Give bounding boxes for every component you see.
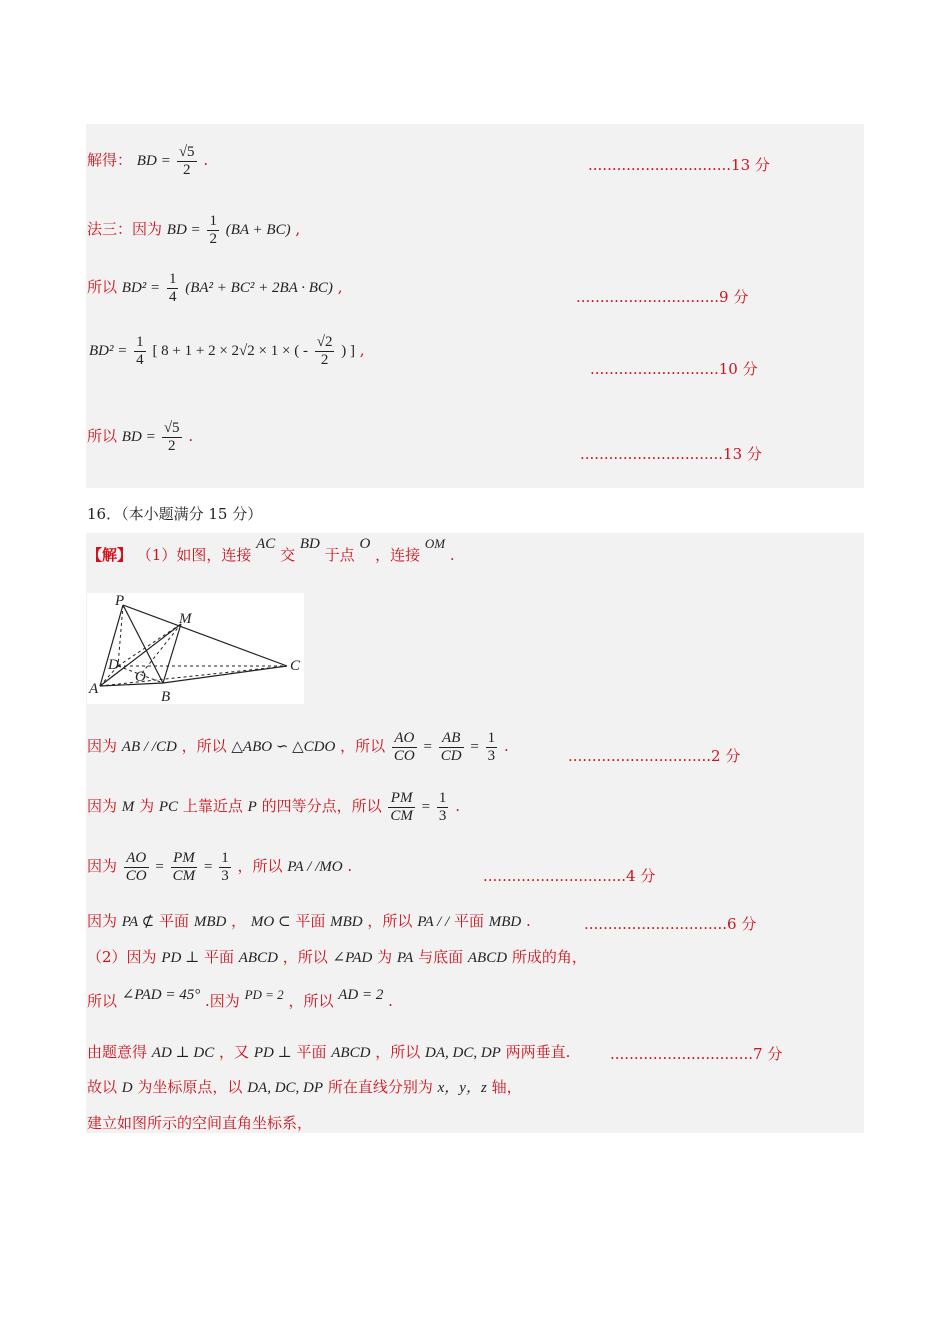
numerator: AO bbox=[392, 730, 417, 748]
math: BD = bbox=[166, 222, 201, 238]
line-bd-squared bbox=[87, 271, 343, 305]
text: 所以 bbox=[87, 992, 118, 1010]
math: = bbox=[161, 153, 171, 169]
text: ，所以 bbox=[340, 737, 386, 755]
math: BD² = bbox=[89, 343, 128, 359]
label: 所以 bbox=[87, 427, 118, 445]
score-9: ..............................9 分 bbox=[576, 288, 749, 306]
line-coordinate-origin bbox=[87, 1076, 522, 1097]
math: ∠PAD bbox=[332, 950, 373, 966]
denominator: CD bbox=[440, 747, 462, 764]
denominator: 4 bbox=[136, 351, 144, 368]
fraction bbox=[124, 850, 149, 884]
math: AC bbox=[256, 536, 276, 552]
numerator: 1 bbox=[438, 790, 447, 806]
edge-bm bbox=[163, 624, 181, 683]
score-7: ..............................7 分 bbox=[610, 1045, 783, 1063]
denominator: 2 bbox=[209, 230, 217, 247]
numerator: √2 bbox=[316, 334, 333, 350]
math: x，y，z bbox=[437, 1080, 487, 1096]
label-p: P bbox=[115, 593, 125, 609]
text: ，所以 bbox=[181, 737, 227, 755]
text: 平面 bbox=[453, 912, 484, 930]
text: （2）因为 bbox=[87, 948, 157, 966]
math: ) ] bbox=[341, 343, 355, 359]
math: (BA + BC) bbox=[225, 222, 291, 238]
math: AB / /CD bbox=[121, 739, 177, 755]
text: 为 bbox=[139, 797, 155, 815]
numerator: √5 bbox=[163, 420, 180, 436]
math: O bbox=[359, 536, 371, 552]
fraction bbox=[219, 850, 231, 884]
numerator: PM bbox=[171, 850, 198, 868]
denominator: CM bbox=[390, 807, 413, 824]
line-q16-part1-intro bbox=[87, 536, 455, 565]
numerator: 1 bbox=[487, 730, 496, 746]
label-o: O bbox=[135, 669, 146, 685]
text: 平面 bbox=[159, 912, 190, 930]
numerator: PM bbox=[388, 790, 415, 808]
label-m: M bbox=[179, 611, 192, 627]
text: ，所以 bbox=[237, 857, 283, 875]
edge-ab bbox=[100, 683, 163, 686]
math: MBD bbox=[488, 914, 522, 930]
line-method-three bbox=[87, 213, 300, 247]
text: ，又 bbox=[219, 1043, 250, 1061]
label-d: D bbox=[108, 657, 119, 673]
denominator: 3 bbox=[221, 867, 229, 884]
edge-ac bbox=[100, 666, 287, 686]
text: ，连接 bbox=[375, 546, 421, 564]
line-mutually-perpendicular bbox=[87, 1041, 570, 1062]
fraction bbox=[177, 144, 197, 178]
math: = bbox=[423, 739, 433, 755]
punct: . bbox=[455, 797, 460, 815]
fraction bbox=[162, 420, 182, 454]
text: 轴， bbox=[491, 1078, 522, 1096]
punct: . bbox=[526, 912, 531, 930]
score-2: ..............................2 分 bbox=[568, 747, 741, 765]
math: AD ⊥ DC bbox=[151, 1045, 215, 1061]
punct: . bbox=[388, 992, 393, 1010]
math: OM bbox=[424, 536, 446, 551]
fraction bbox=[439, 730, 464, 764]
math: BD² = bbox=[121, 280, 161, 296]
math: M bbox=[121, 799, 135, 815]
math: ∠PAD = 45° bbox=[121, 987, 201, 1003]
label: 解得： bbox=[87, 151, 133, 169]
math: MBD bbox=[330, 914, 363, 930]
solution-tag: 【解】 bbox=[87, 546, 133, 564]
text: 两两垂直. bbox=[505, 1043, 571, 1061]
numerator: 1 bbox=[168, 271, 177, 287]
math: PA / /MO bbox=[287, 859, 343, 875]
denominator: 4 bbox=[168, 288, 177, 305]
math: [ 8 + 1 + 2 × 2√2 × 1 × ( - bbox=[152, 343, 308, 359]
fraction bbox=[392, 730, 417, 764]
text: 与底面 bbox=[418, 948, 464, 966]
math: MO ⊂ bbox=[250, 914, 291, 930]
fraction bbox=[171, 850, 198, 884]
text: ，所以 bbox=[375, 1043, 421, 1061]
text: .因为 bbox=[205, 992, 240, 1010]
text: 的四等分点，所以 bbox=[261, 797, 382, 815]
denominator: 2 bbox=[320, 351, 329, 368]
line-angle-45 bbox=[87, 987, 393, 1011]
text: 故以 bbox=[87, 1078, 118, 1096]
math: BD bbox=[299, 536, 320, 552]
denominator: CO bbox=[393, 747, 415, 764]
math: DA, DC, DP bbox=[247, 1080, 324, 1096]
line-pa-parallel-plane bbox=[87, 910, 531, 931]
punct: , bbox=[295, 220, 301, 238]
math: MBD bbox=[193, 914, 227, 930]
edge-pa bbox=[100, 605, 123, 686]
edge-dm bbox=[118, 624, 181, 666]
punct: , bbox=[359, 341, 365, 359]
label: 法三：因为 bbox=[87, 220, 163, 238]
denominator: 3 bbox=[487, 747, 496, 764]
punct: . bbox=[203, 151, 209, 169]
line-quarter-point: 因为 M 为 PC 上靠近点 P 的四等分点，所以 $\frac{PM}{CM}$ = $\frac{1}{3}$ . bbox=[87, 790, 460, 824]
punct: , bbox=[337, 278, 343, 296]
math: ABCD bbox=[238, 950, 278, 966]
fraction bbox=[207, 213, 219, 247]
line-bd-squared-eval bbox=[89, 334, 365, 368]
text: 于点 bbox=[324, 546, 355, 564]
fraction bbox=[315, 334, 335, 368]
punct: . bbox=[347, 857, 353, 875]
question-16-heading: 16．（本小题满分 15 分） bbox=[87, 505, 263, 523]
denominator: CO bbox=[125, 867, 147, 884]
text: 为坐标原点，以 bbox=[137, 1078, 243, 1096]
math: PD ⊥ bbox=[161, 950, 200, 966]
numerator: AO bbox=[124, 850, 149, 868]
text: ， bbox=[231, 912, 247, 930]
fraction bbox=[167, 271, 179, 305]
score-6: ..............................6 分 bbox=[584, 915, 757, 933]
numerator: √5 bbox=[178, 144, 195, 160]
line-solve-result bbox=[87, 144, 208, 178]
text: 因为 bbox=[87, 857, 118, 875]
label-a: A bbox=[89, 681, 99, 697]
math: BD bbox=[136, 153, 157, 169]
numerator: AB bbox=[439, 730, 464, 748]
math: (BA² + BC² + 2BA · BC) bbox=[185, 280, 333, 296]
line-part2-angle bbox=[87, 946, 587, 967]
math: PD = 2 bbox=[244, 987, 284, 1002]
numerator: 1 bbox=[209, 213, 217, 229]
score-4: ..............................4 分 bbox=[483, 867, 656, 885]
math: ABCD bbox=[467, 950, 508, 966]
text: 所成的角， bbox=[511, 948, 587, 966]
edge-pc bbox=[123, 605, 287, 666]
math: D bbox=[121, 1080, 133, 1096]
score-13-a: ..............................13 分 bbox=[588, 156, 770, 174]
text: ，所以 bbox=[282, 948, 328, 966]
label-c: C bbox=[290, 658, 301, 674]
math: = bbox=[146, 429, 156, 445]
math: ABCD bbox=[331, 1045, 371, 1061]
math: P bbox=[247, 799, 257, 815]
math: PA ⊄ bbox=[121, 914, 155, 930]
punct: . bbox=[449, 546, 455, 564]
fraction bbox=[486, 730, 498, 764]
denominator: CM bbox=[172, 867, 196, 884]
text: 上靠近点 bbox=[182, 797, 243, 815]
text: 由题意得 bbox=[87, 1043, 148, 1061]
text: 建立如图所示的空间直角坐标系， bbox=[87, 1114, 313, 1132]
text: 因为 bbox=[87, 797, 118, 815]
math: PA / / bbox=[417, 914, 450, 930]
text: 平面 bbox=[203, 948, 234, 966]
punct: . bbox=[188, 427, 194, 445]
line-parallel-pa-mo: 因为 $\frac{AO}{CO}$ = $\frac{PM}{CM}$ = $\frac{1}{3}$ ，所以 PA / /MO . bbox=[87, 850, 353, 884]
label-b: B bbox=[161, 689, 171, 704]
text: 平面 bbox=[295, 912, 326, 930]
edge-bc bbox=[163, 666, 287, 683]
text: 平面 bbox=[296, 1043, 327, 1061]
numerator: 1 bbox=[221, 850, 229, 866]
punct: . bbox=[503, 737, 509, 755]
pyramid-figure bbox=[87, 593, 304, 704]
text: 交 bbox=[280, 546, 296, 564]
line-bd-result bbox=[87, 420, 193, 454]
line-similar-triangles: 因为 AB / /CD ，所以 △ABO ∽ △CDO ，所以 $\frac{AO}{CO}$ = $\frac{AB}{CD}$ = $\frac{1}{3}$ . bbox=[87, 730, 509, 764]
text: （1）如图，连接 bbox=[136, 546, 252, 564]
math: PC bbox=[158, 799, 179, 815]
text: 因为 bbox=[87, 737, 118, 755]
denominator: 3 bbox=[438, 807, 447, 824]
line-build-coordinate-system bbox=[87, 1112, 312, 1133]
numerator: 1 bbox=[136, 334, 144, 350]
math: △ABO ∽ △CDO bbox=[231, 739, 336, 755]
math: PA bbox=[396, 950, 414, 966]
fraction bbox=[134, 334, 146, 368]
math: PD ⊥ bbox=[253, 1045, 292, 1061]
denominator: 2 bbox=[182, 161, 191, 178]
math: BD bbox=[121, 429, 142, 445]
text: ，所以 bbox=[288, 992, 334, 1010]
fraction bbox=[388, 790, 415, 824]
denominator: 2 bbox=[167, 437, 176, 454]
pyramid-diagram bbox=[87, 593, 304, 704]
text: ，所以 bbox=[367, 912, 413, 930]
fraction bbox=[437, 790, 449, 824]
text: 为 bbox=[377, 948, 393, 966]
math: DA, DC, DP bbox=[425, 1045, 501, 1061]
text: 因为 bbox=[87, 912, 118, 930]
score-10: ...........................10 分 bbox=[590, 360, 758, 378]
text: 所在直线分别为 bbox=[327, 1078, 433, 1096]
label: 所以 bbox=[87, 278, 118, 296]
math: AD = 2 bbox=[338, 987, 384, 1003]
score-13-b: ..............................13 分 bbox=[580, 445, 762, 463]
